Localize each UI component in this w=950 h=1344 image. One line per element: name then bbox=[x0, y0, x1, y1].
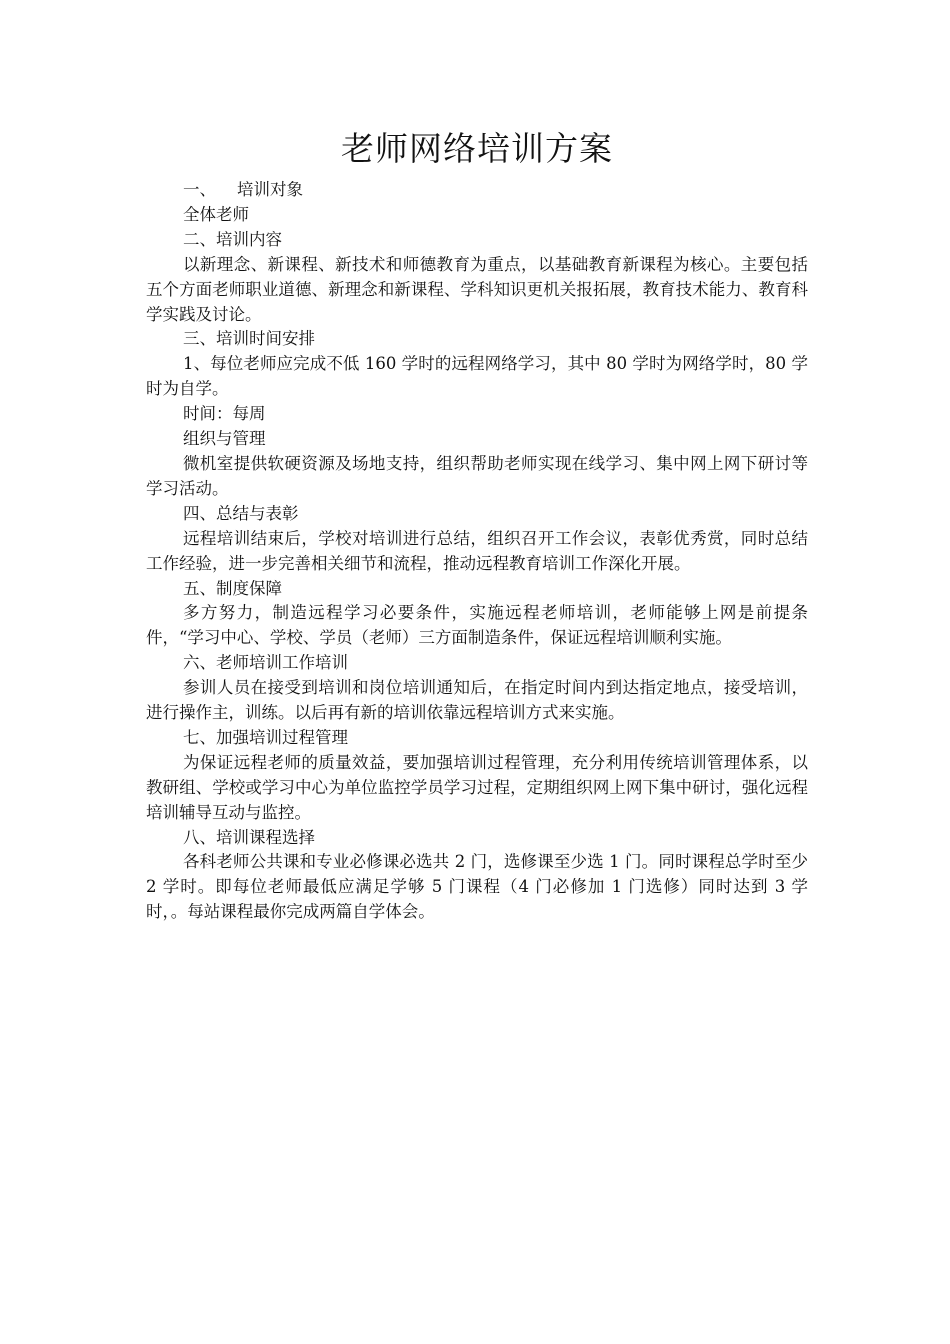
section-heading-course-selection: 八、培训课程选择 bbox=[183, 827, 315, 847]
paragraph-summary: 远程培训结束后，学校对培训进行总结，组织召开工作会议，表彰优秀赏，同时总结工作经验，进一步完善相关细节和流程，推动远程教育培训工作深化开展。 bbox=[146, 528, 808, 573]
paragraph-content: 以新理念、新课程、新技术和师德教育为重点，以基础教育新课程为核心。主要包括五个方面老师职业道德、新理念和新课程、学科知识更机关报拓展，教育技术能力、教育科学实践及讨论。 bbox=[146, 254, 808, 324]
paragraph-process-management: 为保证远程老师的质量效益，要加强培训过程管理，充分利用传统培训管理体系，以教研组、学校或学习中心为单位监控学员学习过程，定期组织网上网下集中研讨，强化远程培训辅导互动与监控。 bbox=[146, 752, 808, 822]
section-heading-schedule: 三、培训时间安排 bbox=[183, 329, 315, 349]
paragraph-teacher-training: 参训人员在接受到培训和岗位培训通知后，在指定时间内到达指定地点，接受培训，进行操作主，训练。以后再有新的培训依靠远程培训方式来实施。 bbox=[146, 678, 808, 723]
section-heading-summary: 四、总结与表彰 bbox=[183, 503, 299, 523]
paragraph-course-selection: 各科老师公共课和专业必修课必选共 2 门，选修课至少选 1 门。同时课程总学时至少 2 学时。即每位老师最低应满足学够 5 门课程（4 门必修加 1 门选修）同时达到 3 学时，。每站课程最你完成两篇自学体会。 bbox=[146, 852, 808, 922]
paragraph-guarantee: 多方努力，制造远程学习必要条件，实施远程老师培训，老师能够上网是前提条件，“学习中心、学校、学员（老师）三方面制造条件，保证远程培训顺利实施。 bbox=[146, 603, 808, 648]
paragraph-organization: 微机室提供软硬资源及场地支持，组织帮助老师实现在线学习、集中网上网下研讨等学习活动。 bbox=[146, 453, 808, 498]
paragraph-schedule-time: 时间：每周 bbox=[183, 404, 266, 424]
section-heading-process-management: 七、加强培训过程管理 bbox=[183, 727, 348, 747]
document-title: 老师网络培训方案 bbox=[341, 129, 613, 168]
paragraph-target-audience: 全体老师 bbox=[183, 204, 249, 224]
section-heading-teacher-training: 六、老师培训工作培训 bbox=[183, 653, 348, 673]
section-heading-target: 一、 培训对象 bbox=[183, 180, 303, 199]
section-heading-guarantee: 五、制度保障 bbox=[183, 578, 282, 598]
paragraph-organization-title: 组织与管理 bbox=[183, 429, 266, 449]
section-heading-content: 二、培训内容 bbox=[183, 229, 282, 249]
document-page bbox=[146, 124, 808, 925]
paragraph-schedule-hours: 1、每位老师应完成不低 160 学时的远程网络学习，其中 80 学时为网络学时，80 学时为自学。 bbox=[146, 354, 808, 399]
